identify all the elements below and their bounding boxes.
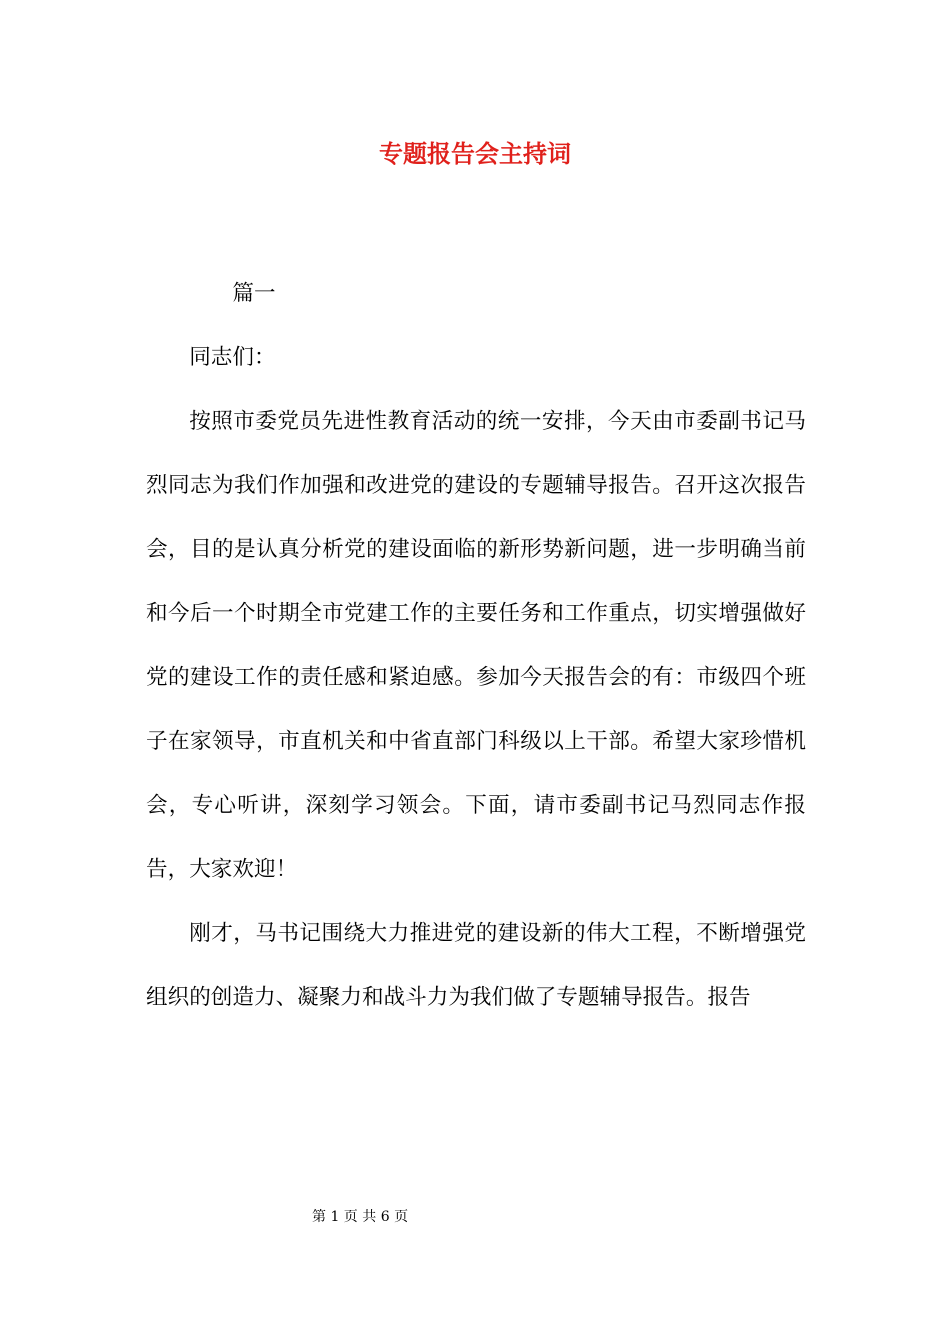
page-number-footer: 第 1 页 共 6 页 — [312, 1209, 409, 1225]
document-body — [146, 262, 806, 1030]
page-title: 专题报告会主持词 — [379, 139, 571, 168]
salutation: 同志们： — [189, 345, 276, 370]
paragraph-1: 按照市委党员先进性教育活动的统一安排，今天由市委副书记马烈同志为我们作加强和改进党的建设的专题辅导报告。召开这次报告会，目的是认真分析党的建设面临的新形势新问题，进一步明确当前和今后一个时期全市党建工作的主要任务和工作重点，切实增强做好党的建设工作的责任感和紧迫感。参加今天报告会的有：市级四个班子在家领导，市直机关和中省直部门科级以上干部。希望大家珍惜机会，专心听讲，深刻学习领会。下面，请市委副书记马烈同志作报告，大家欢迎！ — [146, 409, 806, 882]
section-label: 篇一 — [232, 281, 276, 306]
paragraph-2: 刚才，马书记围绕大力推进党的建设新的伟大工程，不断增强党组织的创造力、凝聚力和战斗力为我们做了专题辅导报告。报告 — [146, 921, 806, 1010]
